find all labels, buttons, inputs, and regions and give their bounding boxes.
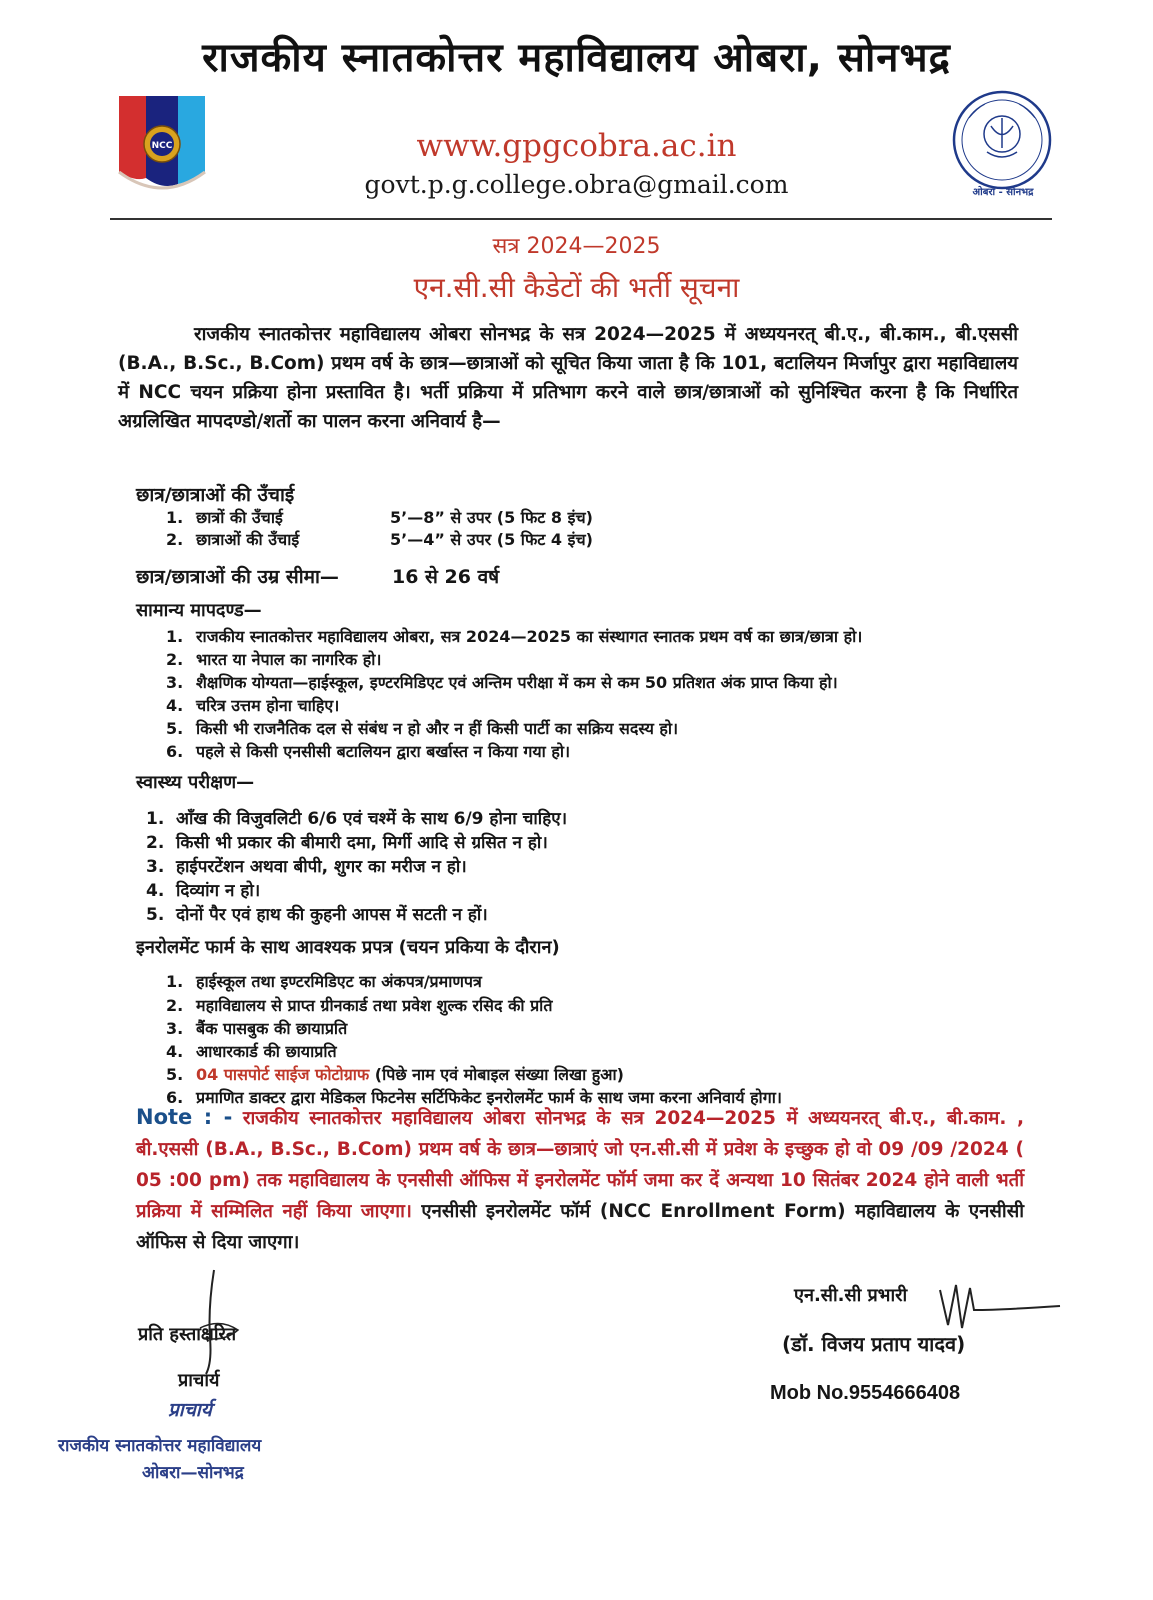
- header-divider: [110, 218, 1052, 220]
- documents-heading: इनरोलमेंट फार्म के साथ आवश्यक प्रपत्र (चयन प्रकिया के दौरान): [136, 937, 560, 958]
- stamp-title: प्राचार्य: [168, 1399, 212, 1421]
- criteria-item: 4. चरित्र उत्तम होना चाहिए।: [166, 696, 340, 715]
- criteria-item: 6. पहले से किसी एनसीसी बटालियन द्वारा बर्खास्त न किया गया हो।: [166, 742, 571, 761]
- ncc-incharge-role: एन.सी.सी प्रभारी: [794, 1285, 908, 1306]
- website-link[interactable]: www.gpgcobra.ac.in: [416, 128, 737, 164]
- age-value: 16 से 26 वर्ष: [392, 566, 500, 588]
- note-paragraph: [136, 1102, 1024, 1258]
- session-label: सत्र 2024—2025: [492, 234, 661, 259]
- height-value: 5’—4” से उपर (5 फिट 4 इंच): [390, 530, 593, 549]
- age-label: छात्र/छात्राओं की उम्र सीमा—: [136, 566, 339, 588]
- height-item: [166, 528, 299, 550]
- height-value: 5’—8” से उपर (5 फिट 8 इंच): [390, 508, 593, 527]
- health-item: 5. दोनों पैर एवं हाथ की कुहनी आपस में सटती न हों।: [146, 905, 488, 925]
- item-number: 1.: [166, 508, 184, 527]
- principal-signature: [180, 1268, 260, 1378]
- health-item: 4. दिव्यांग न हो।: [146, 881, 261, 901]
- document-item: 5. 04 पासपोर्ट साईज फोटोग्राफ (पिछे नाम एवं मोबाइल संख्या लिखा हुआ): [166, 1065, 624, 1084]
- note-text: राजकीय स्नातकोत्तर महाविद्यालय ओबरा सोनभद्र के सत्र 2024—2025 में अध्ययनरत् बी.ए., बी.काम. , बी.एससी (B.A., B.Sc., B.Com) प्रथम वर्ष के छात्र—छात्राएं जो एन.सी.सी में प्रवेश के इच्छुक हो वो 09 /09 /2024 ( 05 :00 pm) तक महाविद्यालय के एनसीसी ऑफिस में इनरोलमेंट फॉर्म जमा कर दें अन्यथा 10 सितंबर 2024 होने वाली भर्ती प्रक्रिया में सम्मिलित नहीं किया जाएगा।: [136, 1108, 1024, 1222]
- seal-caption: ओबरा - सोनभद्र: [972, 187, 1034, 198]
- note-form-info: एनसीसी इनरोलमेंट फॉर्म (NCC Enrollment Form) महाविद्यालय के एनसीसी ऑफिस से दिया जाएगा।: [136, 1201, 1024, 1253]
- ncc-logo-text: NCC: [151, 141, 173, 151]
- height-label: छात्राओं की उँचाई: [196, 530, 300, 549]
- stamp-college: राजकीय स्नातकोत्तर महाविद्यालय: [58, 1436, 262, 1456]
- health-item: 2. किसी भी प्रकार की बीमारी दमा, मिर्गी आदि से ग्रसित न हो।: [146, 833, 548, 853]
- criteria-item: 3. शैक्षणिक योग्यता—हाईस्कूल, इण्टरमिडिएट एवं अन्तिम परीक्षा में कम से कम 50 प्रतिशत अंक प्राप्त किया हो।: [166, 673, 838, 692]
- health-item: 1. आँख की विजुवलिटी 6/6 एवं चश्में के साथ 6/9 होना चाहिए।: [146, 809, 568, 829]
- document-item: 2. महाविद्यालय से प्राप्त ग्रीनकार्ड तथा प्रवेश शुल्क रसिद की प्रति: [166, 996, 553, 1015]
- note-label: Note : -: [136, 1105, 233, 1129]
- item-number: 2.: [166, 530, 184, 549]
- document-item: 6. प्रमाणित डाक्टर द्वारा मेडिकल फिटनेस सर्टिफिकेट इनरोलमेंट फार्म के साथ जमा करना अनिवार्य होगा।: [166, 1088, 782, 1107]
- criteria-item: 1. राजकीय स्नातकोत्तर महाविद्यालय ओबरा, सत्र 2024—2025 का संस्थागत स्नातक प्रथम वर्ष का छात्र/छात्रा हो।: [166, 627, 863, 646]
- document-item: 1. हाईस्कूल तथा इण्टरमिडिएट का अंकपत्र/प्रमाणपत्र: [166, 972, 482, 991]
- document-item: 3. बैंक पासबुक की छायाप्रति: [166, 1019, 348, 1038]
- general-criteria-heading: सामान्य मापदण्ड—: [136, 600, 262, 621]
- criteria-item: 5. किसी भी राजनैतिक दल से संबंध न हो और न हीं किसी पार्टी का सक्रिय सदस्य हो।: [166, 719, 679, 738]
- college-name: राजकीय स्नातकोत्तर महाविद्यालय ओबरा, सोनभद्र: [202, 35, 951, 81]
- email-address[interactable]: govt.p.g.college.obra@gmail.com: [364, 170, 789, 199]
- height-item: [166, 506, 283, 528]
- stamp-place: ओबरा—सोनभद्र: [142, 1463, 244, 1483]
- criteria-item: 2. भारत या नेपाल का नागरिक हो।: [166, 650, 382, 669]
- health-item: 3. हाईपरटेंशन अथवा बीपी, शुगर का मरीज न हो।: [146, 857, 467, 877]
- height-label: छात्रों की उँचाई: [196, 508, 283, 527]
- document-item: 4. आधारकार्ड की छायाप्रति: [166, 1042, 337, 1061]
- countersigned-label: प्रति हस्ताक्षरित: [138, 1324, 237, 1345]
- mobile-number: Mob No.9554666408: [770, 1382, 961, 1404]
- intro-paragraph: राजकीय स्नातकोत्तर महाविद्यालय ओबरा सोनभद्र के सत्र 2024—2025 में अध्ययनरत् बी.ए., बी.काम., बी.एससी (B.A., B.Sc., B.Com) प्रथम वर्ष के छात्र—छात्राओं को सूचित किया जाता है कि 101, बटालियन मिर्जापुर द्वारा महाविद्यालय में NCC चयन प्रक्रिया होना प्रस्तावित है। भर्ती प्रक्रिया में प्रतिभाग करने वाले छात्र/छात्राओं को सुनिश्चित करना है कि निर्धारित अग्रलिखित मापदण्डो/शर्तो का पालन करना अनिवार्य है—: [118, 324, 1018, 432]
- notice-title: एन.सी.सी कैडेटों की भर्ती सूचना: [413, 271, 740, 304]
- ncc-incharge-name: (डॉ. विजय प्रताप यादव): [782, 1332, 966, 1356]
- health-heading: स्वास्थ्य परीक्षण—: [136, 772, 255, 793]
- height-heading: छात्र/छात्राओं की उँचाई: [136, 484, 295, 506]
- university-seal: [947, 88, 1057, 200]
- principal-label: प्राचार्य: [178, 1370, 220, 1391]
